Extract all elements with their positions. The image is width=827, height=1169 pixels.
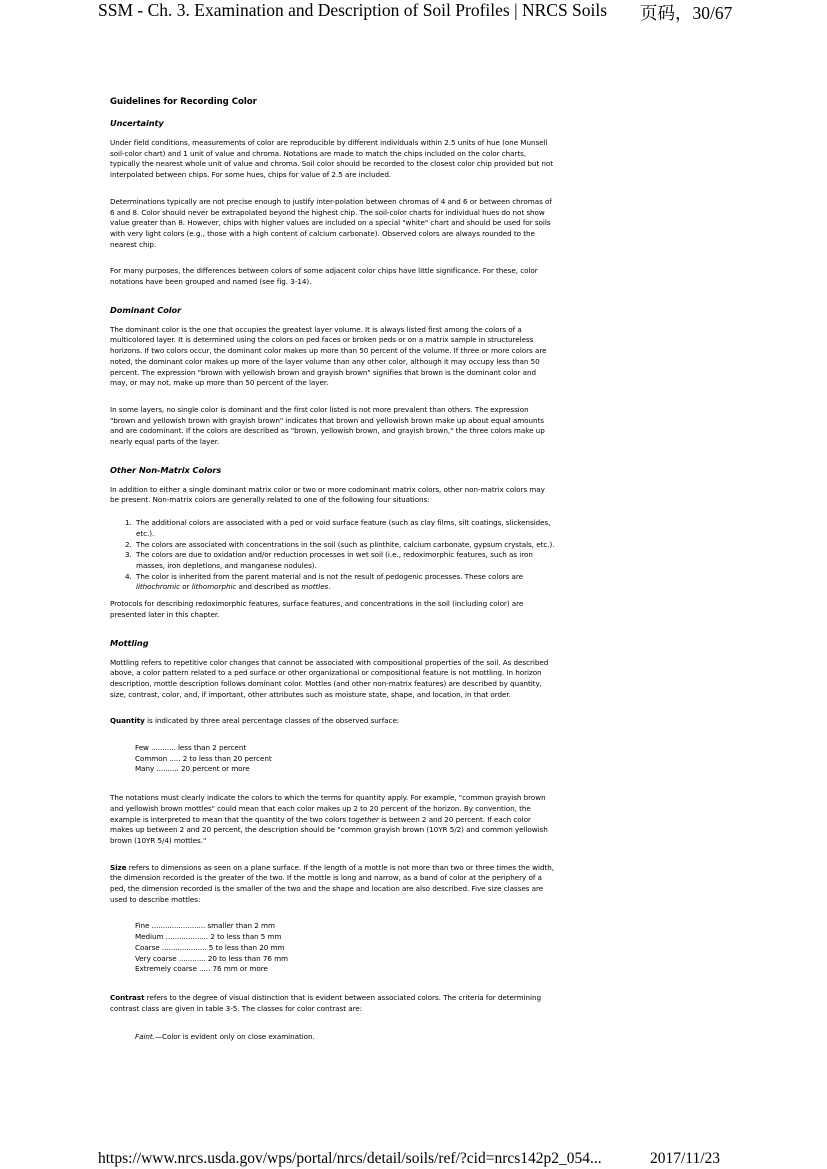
- list-item: 2. The colors are associated with concentrations in the soil (such as plinthite, calcium carbonate, gypsum crystals, etc.).: [134, 540, 555, 551]
- quantity-note-rest: is between 2 and 20 percent. If each color makes up between 2 and 20 percent, the description should be "common grayish brown (10YR 5/2) and common yellowish brown (10YR 5/4) mottles.": [110, 814, 548, 845]
- lithochromic-term: lithochromic: [136, 582, 180, 592]
- page-url: https://www.nrcs.usda.gov/wps/portal/nrcs/detail/soils/ref/?cid=nrcs142p2_054...: [98, 1150, 602, 1167]
- situation-4-text: The color is inherited from the parent material and is not the result of pedogenic processes. These colors are: [136, 571, 523, 581]
- size-paragraph: [110, 863, 555, 906]
- list-item: 3. The colors are due to oxidation and/or reduction processes in wet soil (i.e., redoximorphic features, such as iron masses, iron depletions, and manganese nodules).: [134, 550, 555, 571]
- main-heading: Guidelines for Recording Color: [110, 97, 257, 107]
- situation-4-connector-2: and described as: [236, 582, 302, 592]
- mottling-intro: Mottling refers to repetitive color changes that cannot be associated with compositional properties of the soil. As described above, a color pattern related to a ped surface or other organizational or compositional feature is not mottling. In horizon description, mottle description follows dominant color. Mottles (and other non-matrix features) are described by quantity, size, contrast, color, and, if important, other attributes such as moisture state, shape, and location, in that order.: [110, 657, 549, 699]
- faint-text: —Color is evident only on close examination.: [154, 1032, 315, 1042]
- dominant-color-paragraph-2: In some layers, no single color is dominant and the first color listed is not more prevalent than others. The expression "brown and yellowish brown with grayish brown" indicates that brown and yellowish brown make up about equal amounts and are codominant. If the colors are described as "brown, yellowish brown, and grayish brown," the three colors make up nearly equal parts of the layer.: [110, 404, 545, 447]
- protocols-paragraph: Protocols for describing redoximorphic features, surface features, and concentrations in the soil (including color) are presented later in this chapter.: [110, 599, 524, 619]
- quantity-text: is indicated by three areal percentage classes of the observed surface:: [144, 716, 400, 726]
- list-item: Coarse .................... 5 to less than 20 mm: [135, 942, 285, 952]
- list-item: Few ........... less than 2 percent: [135, 743, 247, 753]
- contrast-paragraph: [110, 993, 555, 1014]
- size-label: Size: [110, 862, 127, 872]
- list-item: Extremely coarse ..... 76 mm or more: [135, 964, 268, 974]
- situation-4-end: .: [328, 582, 331, 592]
- uncertainty-paragraph-3: For many purposes, the differences between colors of some adjacent color chips have little significance. For these, color notations have been grouped and named (see fig. 3-14).: [110, 266, 538, 287]
- quantity-note: [110, 793, 555, 847]
- document-title: SSM - Ch. 3. Examination and Description of Soil Profiles | NRCS Soils: [98, 0, 608, 20]
- list-item: Common ..... 2 to less than 20 percent: [135, 753, 272, 763]
- quantity-paragraph: [110, 716, 555, 727]
- dominant-color-heading: Dominant Color: [110, 304, 182, 315]
- uncertainty-heading: Uncertainty: [110, 118, 164, 128]
- page-indicator: 页码，30/67: [640, 3, 733, 23]
- size-classes: [135, 921, 555, 975]
- lithomorphic-term: lithomorphic: [191, 582, 237, 592]
- situations-list: [110, 518, 555, 593]
- print-date: 2017/11/23: [650, 1150, 721, 1167]
- list-item: 1. The additional colors are associated with a ped or void surface feature (such as clay films, silt coatings, slickensides, etc.).: [134, 518, 555, 539]
- together-term: together: [348, 814, 379, 824]
- print-header: [0, 0, 827, 24]
- quantity-label: Quantity: [110, 716, 145, 726]
- list-item: Fine ........................ smaller than 2 mm: [135, 921, 275, 931]
- contrast-text: refers to the degree of visual distinction that is evident between associated colors. The criteria for determining contrast class are given in table 3-5. The classes for color contrast are:: [110, 992, 542, 1013]
- list-item: Medium ................... 2 to less than 5 mm: [135, 932, 282, 942]
- list-item: [134, 572, 555, 593]
- non-matrix-intro: In addition to either a single dominant matrix color or two or more codominant matrix colors, other non-matrix colors may be present. Non-matrix colors are generally related to one of the following four situations:: [110, 484, 545, 505]
- uncertainty-paragraph-2: Determinations typically are not precise enough to justify inter-polation between chromas of 4 and 6 or between chromas of 6 and 8. Color should never be extrapolated beyond the highest chip. The soil-color charts for individual hues do not show value greater than 8. However, chips with higher values are included on a special "white" chart and should be used for soils with very light colors (e.g., those with a high content of calcium carbonate). Observed colors are always rounded to the nearest chip.: [110, 196, 552, 249]
- list-item: Very coarse ............ 20 to less than 76 mm: [135, 953, 289, 963]
- quantity-classes: [135, 743, 555, 775]
- situation-4-connector: or: [179, 582, 192, 592]
- page-content: [110, 96, 555, 1043]
- dominant-color-paragraph-1: The dominant color is the one that occupies the greatest layer volume. It is always listed first among the colors of a multicolored layer. It is determined using the colors on ped faces or broken peds or on a matrix sample in structureless horizons. If two colors occur, the dominant color makes up more than 50 percent of the volume. If three or more colors are noted, the dominant color makes up more of the layer volume than any other color, although it may occupy less than 50 percent. The expression "brown with yellowish brown and grayish brown" signifies that brown is the dominant color and may, or may not, make up more than 50 percent of the layer.: [110, 324, 547, 388]
- uncertainty-paragraph-1: Under field conditions, measurements of color are reproducible by different individuals within 2.5 units of hue (one Munsell soil-color chart) and 1 unit of value and chroma. Notations are made to match the chips included on the color charts, typically the nearest whole unit of value and chroma. Soil color should be recorded to the closest color chip provided but not interpolated between chips. For some hues, chips for value of 2.5 are included.: [110, 138, 554, 180]
- size-text: refers to dimensions as seen on a plane surface. If the length of a mottle is not more than two or three times the width, the dimension recorded is the greater of the two. If the mottle is long and narrow, as a band of color at the periphery of a ped, the dimension recorded is the smaller of the two and the shape and location are also described. Five size classes are used to describe mottles:: [110, 862, 554, 904]
- contrast-label: Contrast: [110, 992, 145, 1002]
- non-matrix-heading: Other Non-Matrix Colors: [110, 464, 222, 475]
- list-item: Many .......... 20 percent or more: [135, 764, 250, 774]
- mottles-term: mottles: [301, 582, 329, 592]
- faint-class: [135, 1032, 555, 1043]
- mottling-heading: Mottling: [110, 637, 149, 648]
- quantity-note-text: The notations must clearly indicate the colors to which the terms for quantity apply. For example, "common grayish brown and yellowish brown mottles" could mean that each color makes up 2 to 20 percent of the horizon. By convention, the example is interpreted to mean that the quantity of the two colors: [110, 793, 546, 824]
- faint-label: Faint.: [135, 1032, 155, 1042]
